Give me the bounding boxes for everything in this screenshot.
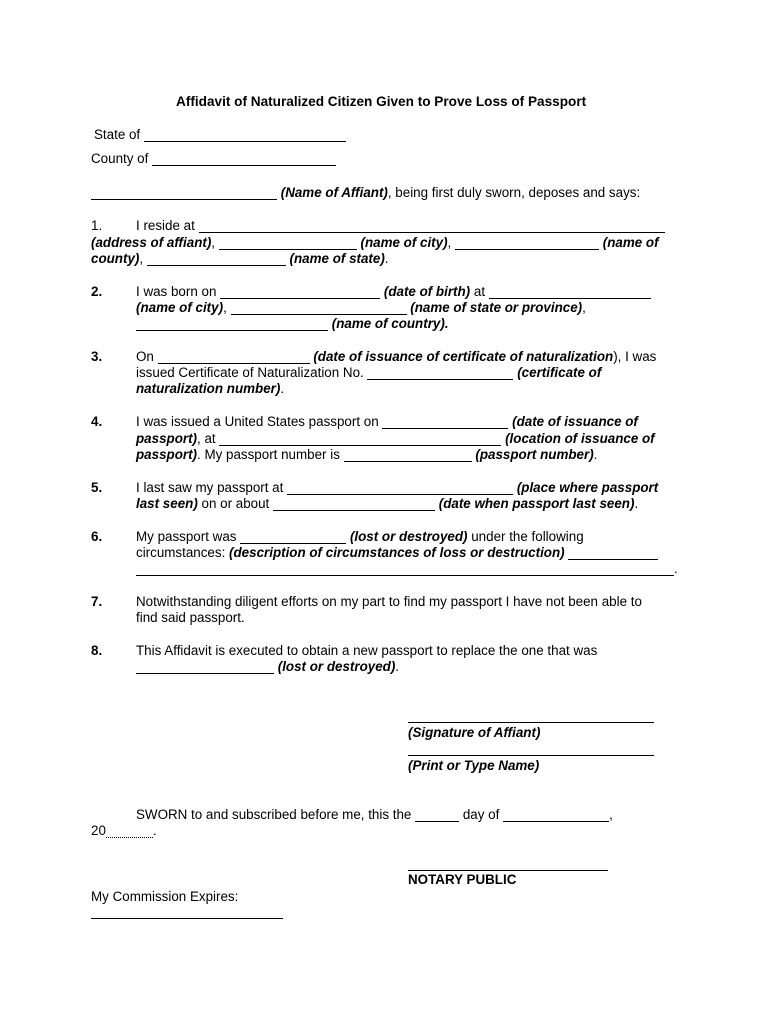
certificate-number-blank[interactable] [367, 366, 513, 380]
last-seen-place-blank[interactable] [287, 481, 513, 495]
commission-label: My Commission Expires: [91, 889, 239, 904]
intro-line [91, 185, 640, 201]
naturalization-date-blank[interactable] [158, 350, 310, 364]
item-number: 6. [91, 529, 103, 544]
passport-issue-date-blank[interactable] [382, 415, 508, 429]
item-3-line-2: issued Certificate of Naturalization No. (certificate of [136, 365, 602, 380]
day-blank[interactable] [415, 808, 459, 822]
item-5-line-2: last seen) on or about (date when passport last seen). [136, 496, 639, 511]
lost-or-destroyed-blank[interactable] [240, 530, 346, 544]
document-title: Affidavit of Naturalized Citizen Given to Prove Loss of Passport [176, 94, 587, 109]
item-2-line-3: (name of country). [136, 316, 449, 332]
item-number: 7. [91, 594, 103, 609]
item-7-line-2: find said passport. [136, 610, 245, 625]
item-4-line-3: passport). My passport number is (passport number). [136, 447, 598, 462]
signature-line[interactable] [408, 722, 654, 723]
affiant-name-blank[interactable] [91, 186, 277, 200]
state-name-blank[interactable] [147, 252, 286, 266]
birth-country-blank[interactable] [136, 317, 328, 331]
state-blank[interactable] [144, 128, 346, 142]
item-2-line-2: (name of city), (name of state or province), [136, 300, 586, 315]
county-line [91, 151, 336, 167]
state-line [94, 127, 346, 143]
county-name-blank[interactable] [455, 236, 599, 250]
address-blank[interactable] [199, 219, 665, 233]
item-2-line-1: I was born on (date of birth) at [136, 284, 651, 300]
notary-label: NOTARY PUBLIC [408, 872, 517, 887]
item-6-line-1: My passport was (lost or destroyed) under the following [136, 529, 584, 544]
print-name-line[interactable] [408, 755, 654, 756]
notary-signature-line[interactable] [408, 870, 608, 871]
intro-text: , being first duly sworn, deposes and says: [387, 185, 641, 200]
sworn-line: SWORN to and subscribed before me, this the day of , [136, 807, 613, 822]
circumstances-blank[interactable] [568, 546, 658, 560]
commission-expiry-line[interactable] [91, 918, 283, 919]
item-number: 8. [91, 643, 103, 658]
signature-label: (Signature of Affiant) [408, 725, 541, 740]
passport-issue-location-blank[interactable] [219, 432, 501, 446]
item-number: 5. [91, 480, 103, 495]
county-blank[interactable] [152, 152, 336, 166]
item-4-line-2: passport), at (location of issuance of [136, 431, 655, 446]
item-3-line-3: naturalization number). [136, 381, 285, 396]
item-3-line-1: On (date of issuance of certificate of naturalization), I was [136, 349, 657, 364]
county-label: County of [91, 151, 149, 166]
item-4-line-1: I was issued a United States passport on (date of issuance of [136, 414, 638, 429]
item-number: 3. [91, 349, 103, 364]
item-number: 1. [91, 218, 103, 233]
city-blank[interactable] [219, 236, 357, 250]
item-1-line-2: (address of affiant), (name of city), (name of [91, 235, 659, 250]
item-number: 2. [91, 284, 103, 299]
item-6-line-3: . [136, 561, 678, 577]
item-6-line-2: circumstances: (description of circumstances of loss or destruction) [136, 545, 658, 561]
year-line: 20 . [91, 823, 157, 838]
state-label: State of [94, 127, 141, 142]
circumstances-blank-2[interactable] [136, 562, 674, 576]
birth-date-blank[interactable] [220, 285, 380, 299]
affiant-name-placeholder: (Name of Affiant) [280, 185, 388, 200]
lost-or-destroyed-blank-2[interactable] [136, 660, 274, 674]
item-8-line-2: (lost or destroyed). [136, 659, 399, 675]
month-blank[interactable] [503, 808, 609, 822]
print-name-label: (Print or Type Name) [408, 758, 540, 773]
item-8-line-1: This Affidavit is executed to obtain a new passport to replace the one that was [136, 643, 598, 658]
item-number: 4. [91, 414, 103, 429]
birth-city-blank[interactable] [489, 285, 651, 299]
item-7-line-1: Notwithstanding diligent efforts on my part to find my passport I have not been able to [136, 594, 642, 609]
year-blank[interactable] [106, 825, 153, 838]
last-seen-date-blank[interactable] [273, 497, 435, 511]
item-5-line-1: I last saw my passport at (place where passport [136, 480, 659, 495]
item-1-line-3: county), (name of state). [91, 251, 389, 266]
item-1-line-1: I reside at [136, 218, 665, 234]
passport-number-blank[interactable] [344, 448, 472, 462]
birth-state-blank[interactable] [231, 301, 407, 315]
